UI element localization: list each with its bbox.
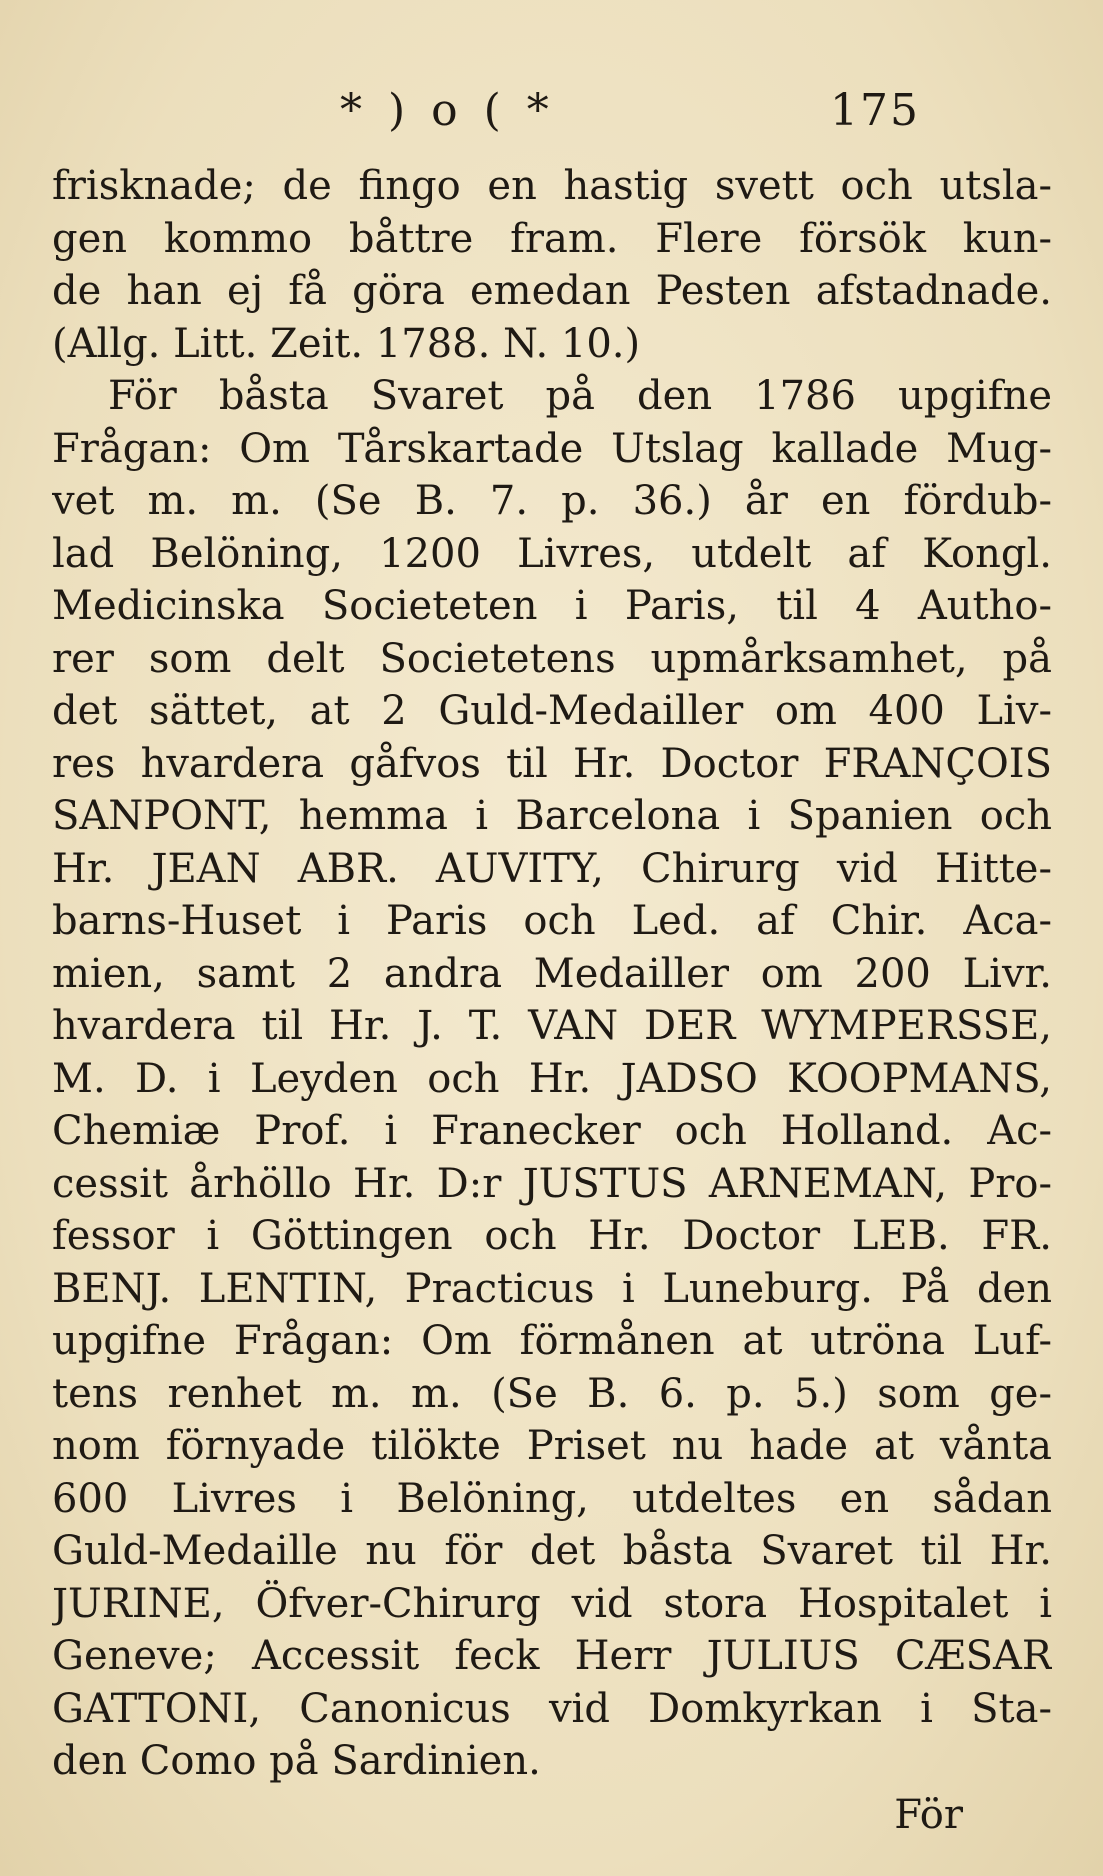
page-number: 175: [830, 85, 920, 136]
text-line: fessor i Göttingen och Hr. Doctor LEB. FR.: [52, 1213, 1052, 1259]
text-line: För båsta Svaret på den 1786 upgifne: [108, 373, 1052, 419]
text-line: tens renhet m. m. (Se B. 6. p. 5.) som ge-: [52, 1370, 1052, 1417]
text-line: barns-Huset i Paris och Led. af Chir. Aca-: [52, 898, 1052, 944]
text-line: SANPONT, hemma i Barcelona i Spanien och: [52, 793, 1052, 839]
text-line: Chemiæ Prof. i Franecker och Holland. Ac-: [52, 1108, 1052, 1154]
running-header: [340, 85, 920, 155]
text-line: lad Belöning, 1200 Livres, utdelt af Kongl.: [52, 530, 1052, 577]
text-line: Guld-Medaille nu för det båsta Svaret til Hr.: [52, 1528, 1052, 1574]
text-line: res hvardera gåfvos til Hr. Doctor FRANÇOIS: [52, 740, 1052, 787]
text-line: frisknade; de fingo en hastig svett och utsla-: [52, 163, 1052, 209]
text-line: Hr. JEAN ABR. AUVITY, Chirurg vid Hitte-: [52, 845, 1052, 892]
text-line: cessit århöllo Hr. D:r JUSTUS ARNEMAN, Pro-: [52, 1160, 1052, 1207]
text-line: hvardera til Hr. J. T. VAN DER WYMPERSSE,: [52, 1003, 1052, 1049]
text-line: 600 Livres i Belöning, utdeltes en sådan: [52, 1475, 1052, 1522]
body-text: [52, 160, 1052, 1788]
text-line: Medicinska Societeten i Paris, til 4 Autho-: [52, 583, 1052, 629]
text-line: Geneve; Accessit feck Herr JULIUS CÆSAR: [52, 1633, 1052, 1679]
catchword: För: [894, 1792, 963, 1838]
text-line: Frågan: Om Tårskartade Utslag kallade Mug-: [52, 425, 1052, 472]
text-line: vet m. m. (Se B. 7. p. 36.) år en fördub-: [52, 478, 1052, 524]
text-line: gen kommo båttre fram. Flere försök kun-: [52, 215, 1052, 262]
text-line: det sättet, at 2 Guld-Medailler om 400 Liv-: [52, 688, 1052, 734]
text-line: de han ej få göra emedan Pesten afstadnade.: [52, 268, 1052, 314]
text-line: JURINE, Öfver-Chirurg vid stora Hospitalet i: [52, 1580, 1052, 1627]
text-line: GATTONI, Canonicus vid Domkyrkan i Sta-: [52, 1685, 1052, 1732]
text-line: (Allg. Litt. Zeit. 1788. N. 10.): [52, 320, 641, 367]
text-line: M. D. i Leyden och Hr. JADSO KOOPMANS,: [52, 1055, 1052, 1102]
text-line: BENJ. LENTIN, Practicus i Luneburg. På den: [52, 1265, 1052, 1312]
header-ornament: * ) o ( *: [340, 85, 555, 136]
text-line: nom förnyade tilökte Priset nu hade at vånta: [52, 1423, 1052, 1469]
text-line: den Como på Sardinien.: [52, 1738, 541, 1784]
text-line: rer som delt Societetens upmårksamhet, på: [52, 635, 1052, 682]
text-line: upgifne Frågan: Om förmånen at utröna Luf-: [52, 1318, 1052, 1364]
text-line: mien, samt 2 andra Medailler om 200 Livr.: [52, 950, 1052, 997]
